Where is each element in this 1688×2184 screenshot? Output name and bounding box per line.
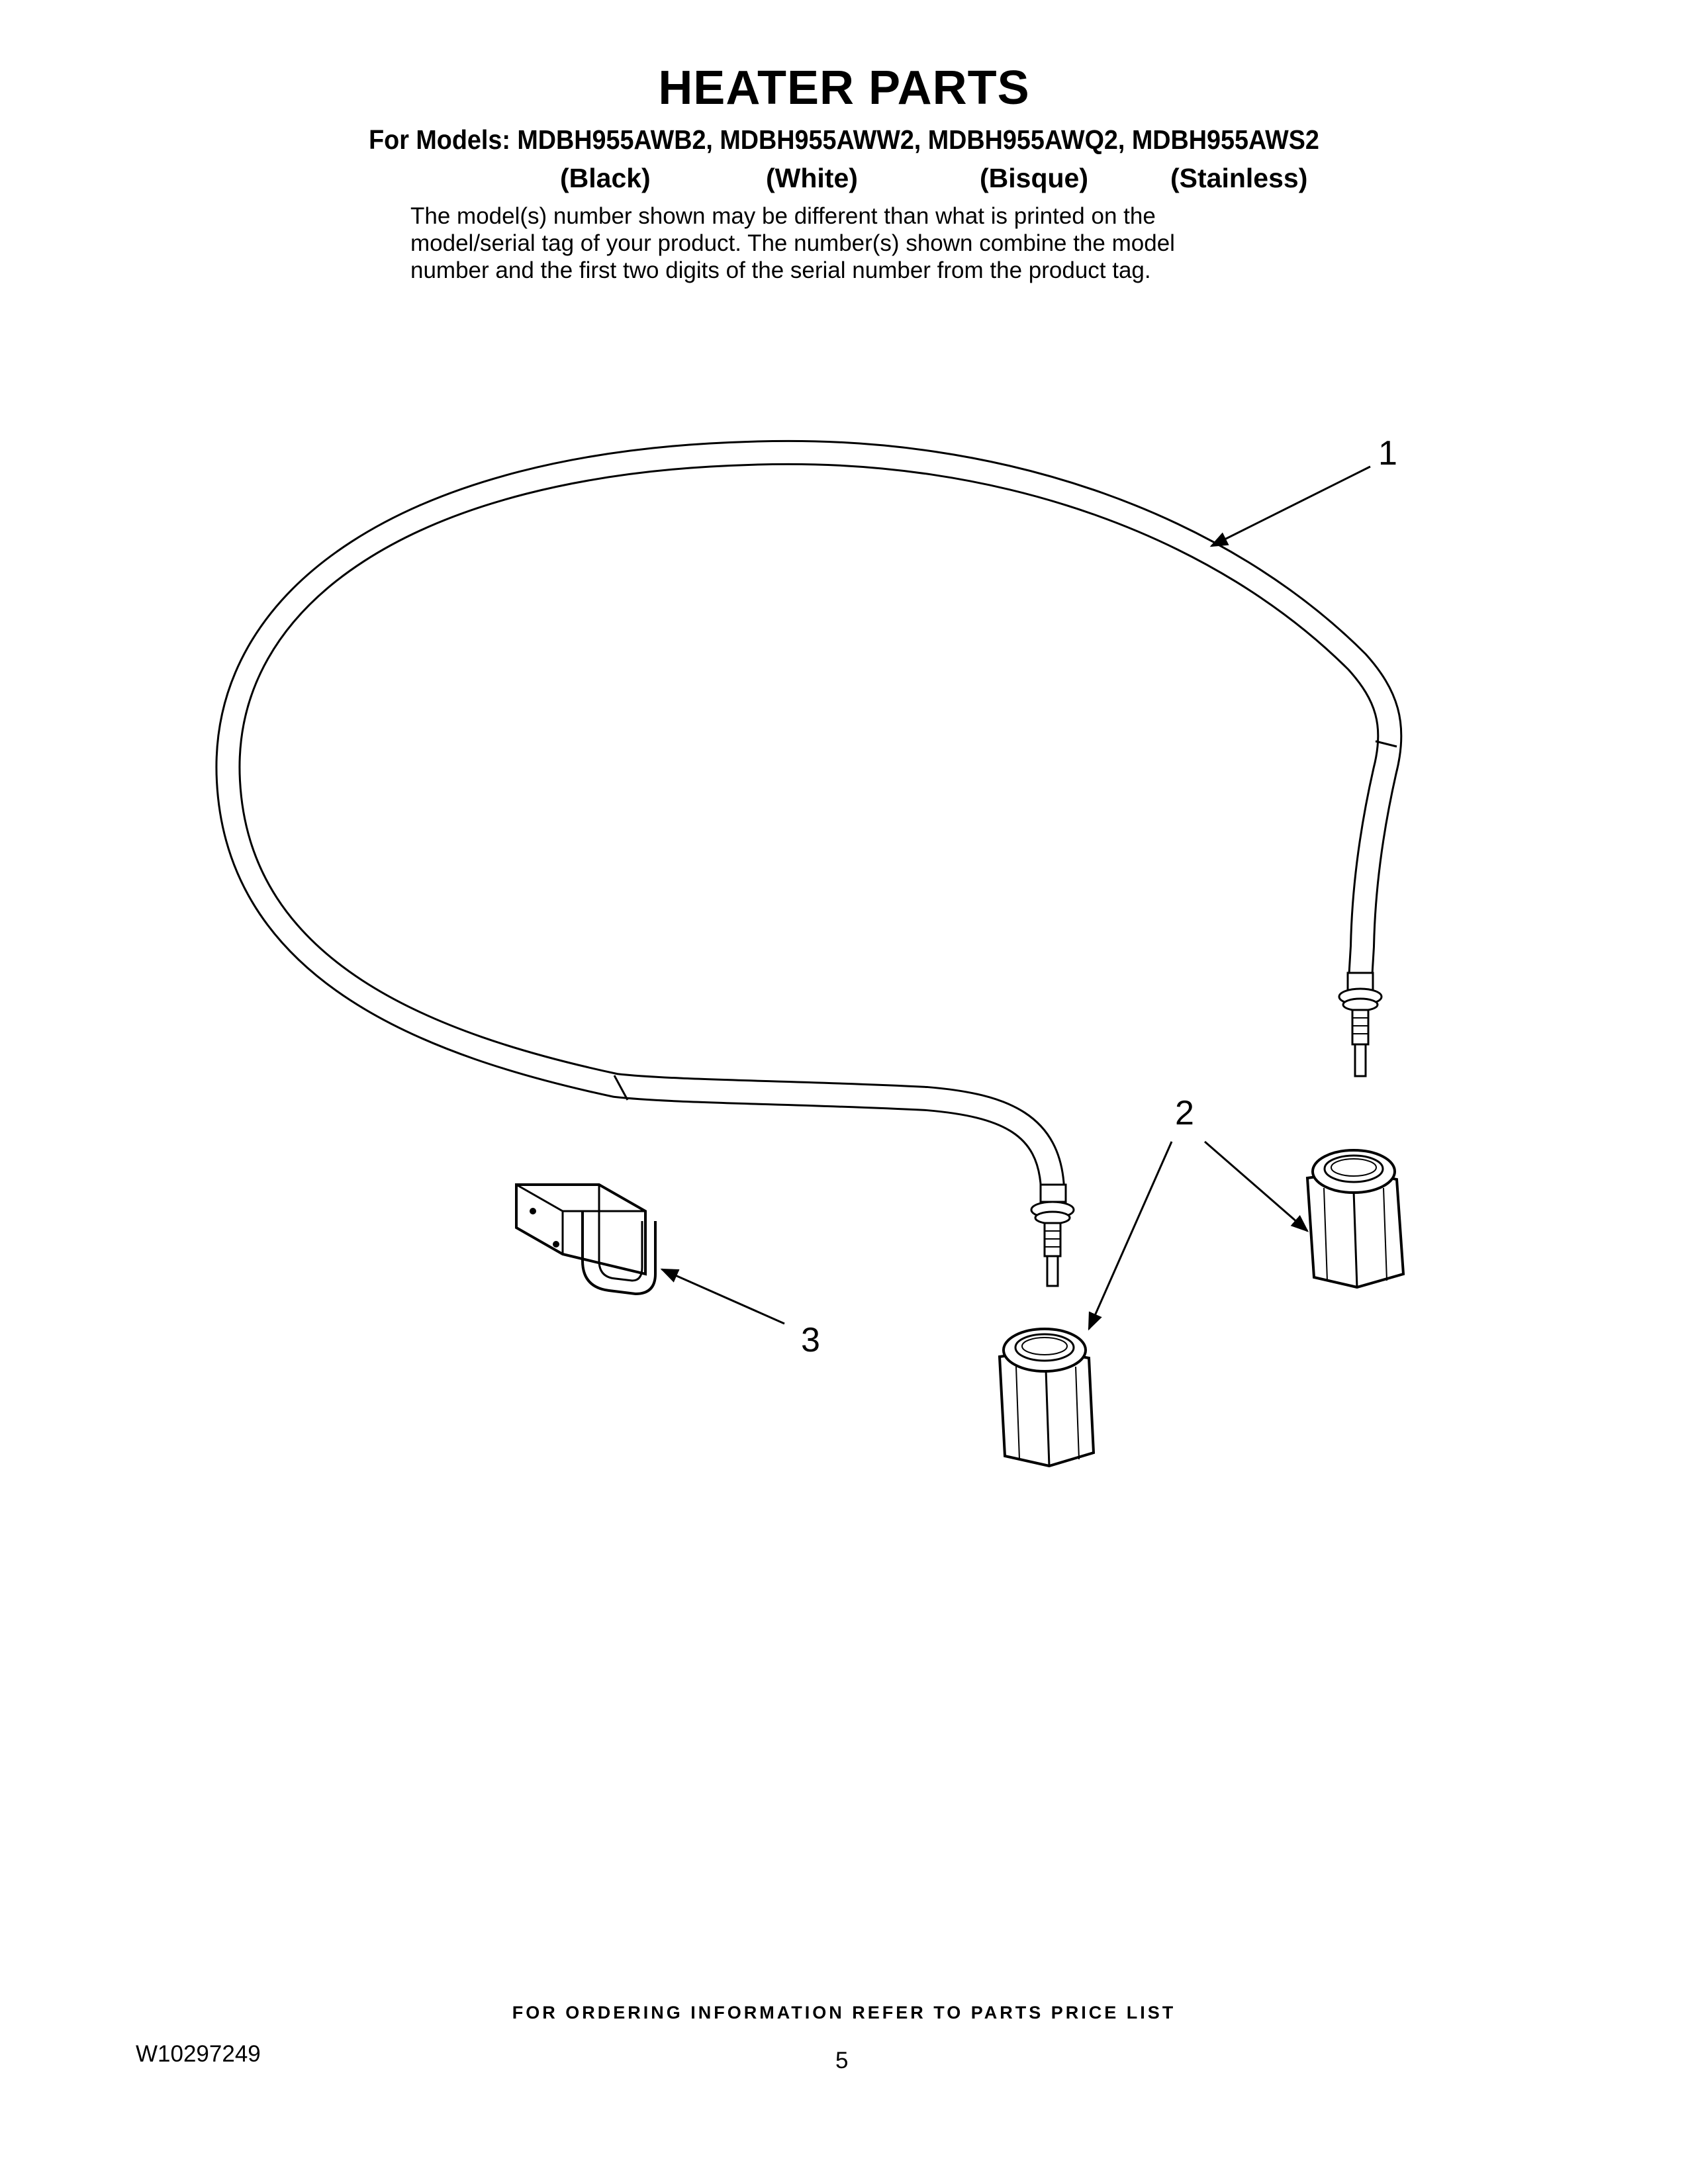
page-title: HEATER PARTS [658, 62, 1030, 114]
color-stainless: (Stainless) [1170, 163, 1308, 193]
hex-nut-upper [1307, 1150, 1403, 1287]
callout-2: 2 [1175, 1094, 1194, 1132]
leader-line-3 [662, 1269, 784, 1324]
ordering-note: FOR ORDERING INFORMATION REFER TO PARTS PRICE LIST [512, 2003, 1176, 2023]
note-line: model/serial tag of your product. The number(s) shown combine the model [410, 230, 1175, 256]
leader-line-1 [1211, 467, 1370, 546]
model-list: For Models: MDBH955AWB2, MDBH955AWW2, MDBH955AWQ2, MDBH955AWS2 [369, 124, 1319, 155]
leader-line-2-lower [1089, 1142, 1172, 1329]
page-number: 5 [835, 2048, 849, 2073]
color-bisque: (Bisque) [980, 163, 1088, 193]
note-line: number and the first two digits of the serial number from the product tag. [410, 257, 1151, 283]
document-number: W10297249 [136, 2041, 261, 2067]
callout-3: 3 [801, 1321, 820, 1359]
heater-clip [516, 1185, 655, 1294]
heater-terminal-left [1031, 1185, 1074, 1286]
color-white: (White) [766, 163, 858, 193]
color-black: (Black) [560, 163, 651, 193]
heater-element [228, 453, 1397, 1286]
heater-terminal-right [1339, 973, 1382, 1076]
hex-nut-lower [1000, 1329, 1094, 1466]
note-line: The model(s) number shown may be different than what is printed on the [410, 203, 1156, 229]
callout-1: 1 [1378, 434, 1397, 473]
leader-line-2-upper [1205, 1142, 1307, 1231]
